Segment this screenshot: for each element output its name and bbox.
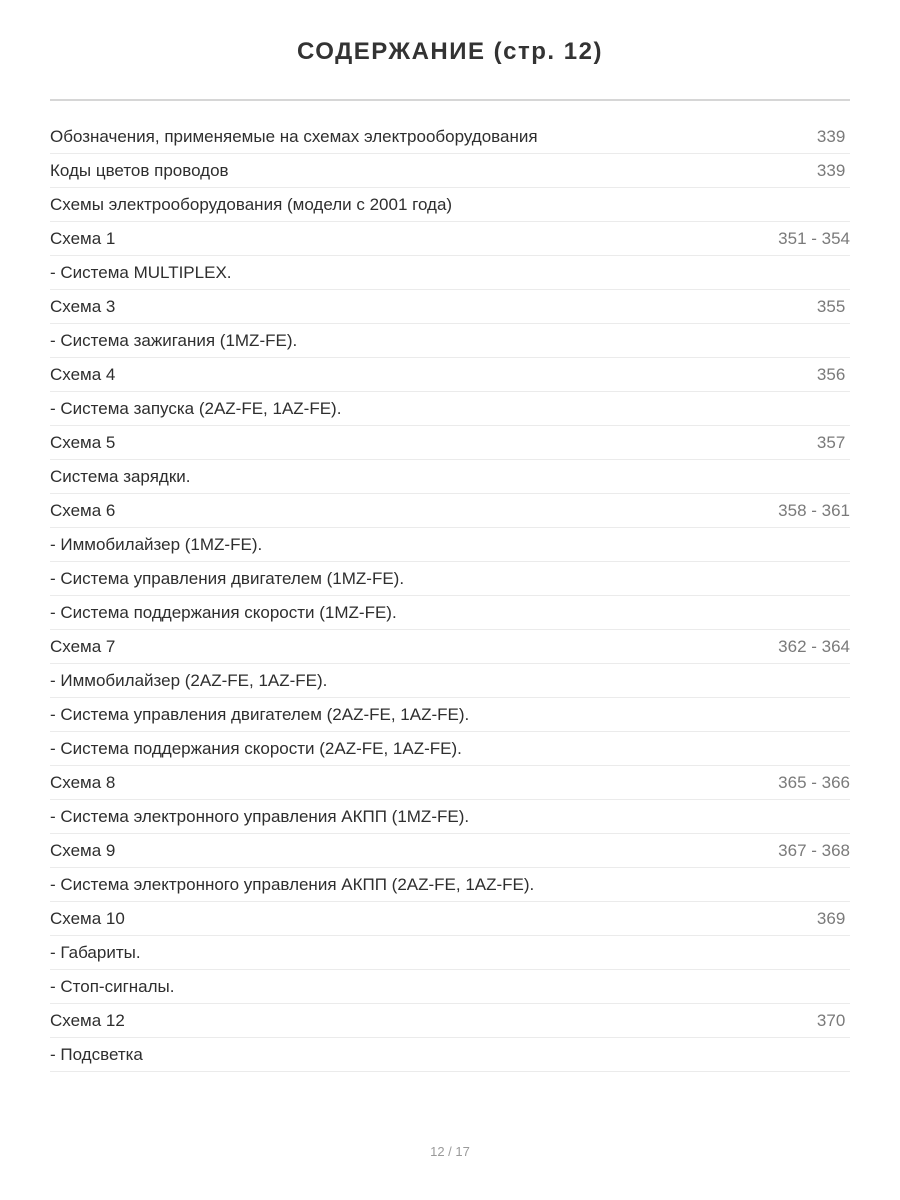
- toc-entry[interactable]: [50, 154, 850, 188]
- toc-entry-label: Система зарядки.: [50, 466, 191, 486]
- toc-entry-label: Схема 4: [50, 364, 116, 384]
- toc-entry-label: Схема 1: [50, 228, 116, 248]
- toc-entry[interactable]: [50, 1038, 850, 1072]
- toc-entry-page-number: 357: [816, 432, 850, 452]
- toc-entry[interactable]: [50, 120, 850, 154]
- toc-entry-label: Схема 6: [50, 500, 116, 520]
- toc-entry-label: Обозначения, применяемые на схемах электрооборудования: [50, 126, 538, 146]
- toc-entry-label: - Система зажигания (1MZ-FE).: [50, 330, 298, 350]
- toc-entry-page-number: 351 - 354: [778, 228, 850, 248]
- toc-entry-page-number: 358 - 361: [778, 500, 850, 520]
- toc-entry-label: - Иммобилайзер (2AZ-FE, 1AZ-FE).: [50, 670, 328, 690]
- toc-entry[interactable]: [50, 392, 850, 426]
- toc-entry-label: Схема 10: [50, 908, 125, 928]
- toc-entry-label: - Система электронного управления АКПП (2AZ-FE, 1AZ-FE).: [50, 874, 535, 894]
- toc-entry-label: - Система управления двигателем (2AZ-FE, 1AZ-FE).: [50, 704, 470, 724]
- toc-entry-label: Схемы электрооборудования (модели с 2001 года): [50, 194, 453, 214]
- toc-entry[interactable]: [50, 698, 850, 732]
- toc-entry-page-number: 369: [816, 908, 850, 928]
- toc-entry-label: - Система поддержания скорости (1MZ-FE).: [50, 602, 397, 622]
- toc-entry[interactable]: [50, 800, 850, 834]
- toc-entry[interactable]: [50, 902, 850, 936]
- table-of-contents: [50, 120, 850, 1072]
- toc-entry-page-number: 367 - 368: [778, 840, 850, 860]
- toc-entry-page-number: 339: [816, 126, 850, 146]
- toc-entry[interactable]: [50, 936, 850, 970]
- toc-entry-label: Схема 5: [50, 432, 116, 452]
- toc-entry-label: Коды цветов проводов: [50, 160, 229, 180]
- page-title: СОДЕРЖАНИЕ (стр. 12): [297, 38, 603, 65]
- toc-entry[interactable]: [50, 324, 850, 358]
- toc-entry[interactable]: [50, 766, 850, 800]
- toc-entry[interactable]: [50, 834, 850, 868]
- toc-entry[interactable]: [50, 528, 850, 562]
- toc-entry-page-number: 370: [816, 1010, 850, 1030]
- toc-entry[interactable]: [50, 596, 850, 630]
- toc-entry-label: - Подсветка: [50, 1044, 143, 1064]
- toc-entry-label: - Система поддержания скорости (2AZ-FE, 1AZ-FE).: [50, 738, 462, 758]
- toc-entry[interactable]: [50, 358, 850, 392]
- page-counter: 12 / 17: [430, 1144, 470, 1159]
- toc-entry-page-number: 339: [816, 160, 850, 180]
- toc-entry-label: Схема 8: [50, 772, 116, 792]
- toc-entry[interactable]: [50, 1004, 850, 1038]
- title-divider: [50, 99, 850, 101]
- toc-entry-label: - Габариты.: [50, 942, 141, 962]
- toc-entry[interactable]: [50, 222, 850, 256]
- toc-entry[interactable]: [50, 426, 850, 460]
- toc-entry[interactable]: [50, 460, 850, 494]
- toc-entry[interactable]: [50, 562, 850, 596]
- toc-entry-label: - Система запуска (2AZ-FE, 1AZ-FE).: [50, 398, 342, 418]
- toc-entry-page-number: 365 - 366: [778, 772, 850, 792]
- toc-entry[interactable]: [50, 868, 850, 902]
- toc-entry-label: Схема 12: [50, 1010, 125, 1030]
- toc-entry-label: Схема 3: [50, 296, 116, 316]
- toc-entry[interactable]: [50, 732, 850, 766]
- toc-entry-page-number: 356: [816, 364, 850, 384]
- toc-entry[interactable]: [50, 494, 850, 528]
- toc-entry-page-number: 355: [816, 296, 850, 316]
- toc-entry[interactable]: [50, 630, 850, 664]
- toc-entry-label: - Система MULTIPLEX.: [50, 262, 232, 282]
- toc-entry[interactable]: [50, 664, 850, 698]
- toc-entry-label: Схема 9: [50, 840, 116, 860]
- toc-entry-label: - Система управления двигателем (1MZ-FE).: [50, 568, 405, 588]
- toc-entry-label: - Система электронного управления АКПП (1MZ-FE).: [50, 806, 470, 826]
- toc-entry[interactable]: [50, 188, 850, 222]
- toc-entry[interactable]: [50, 290, 850, 324]
- toc-entry-label: - Иммобилайзер (1MZ-FE).: [50, 534, 263, 554]
- toc-entry[interactable]: [50, 256, 850, 290]
- toc-entry-label: - Стоп-сигналы.: [50, 976, 175, 996]
- toc-entry-label: Схема 7: [50, 636, 116, 656]
- toc-entry[interactable]: [50, 970, 850, 1004]
- toc-entry-page-number: 362 - 364: [778, 636, 850, 656]
